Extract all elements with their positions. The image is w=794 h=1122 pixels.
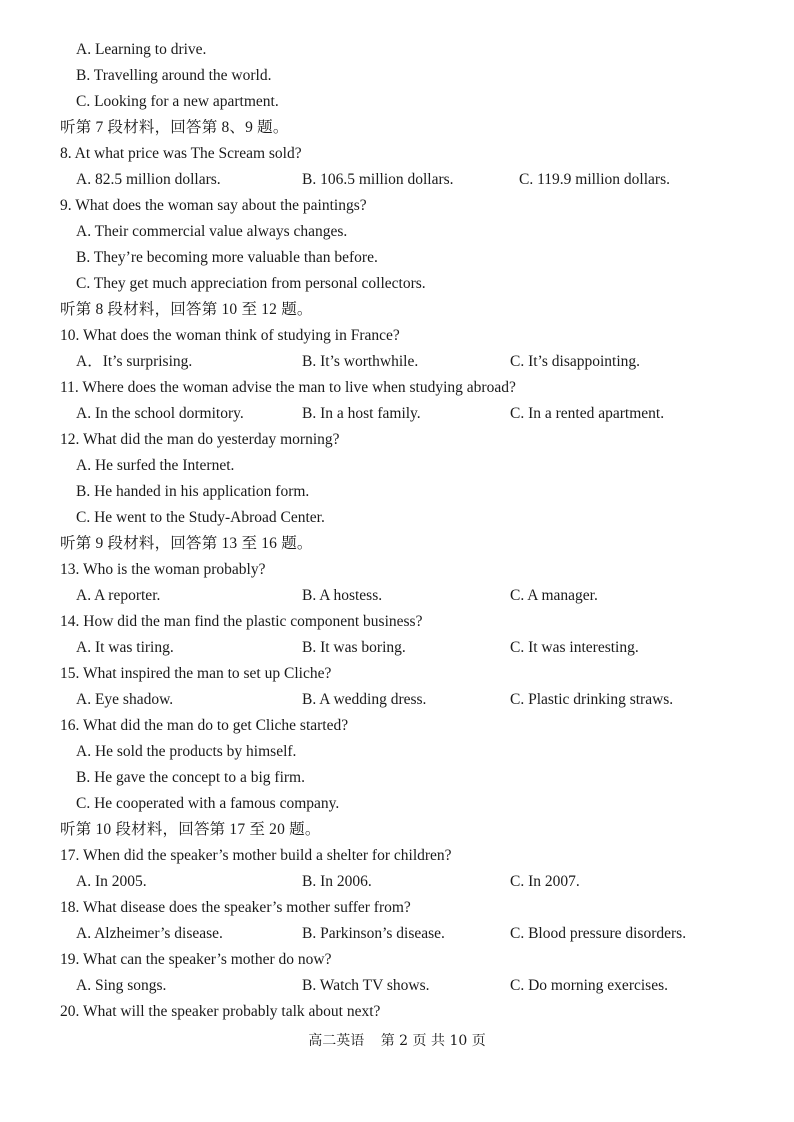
question-17-option-b: B. In 2006. — [302, 873, 372, 890]
question-13-option-c: C. A manager. — [510, 587, 598, 604]
question-16-option-c: C. He cooperated with a famous company. — [76, 795, 340, 812]
question-9-option-c: C. They get much appreciation from personal collectors. — [76, 275, 426, 292]
footer-page-number: 第 2 页 共 10 页 — [380, 1033, 486, 1049]
question-19: 19. What can the speaker’s mother do now? — [60, 951, 332, 968]
question-10-option-c: C. It’s disappointing. — [510, 353, 641, 370]
question-18-option-b: B. Parkinson’s disease. — [302, 925, 445, 942]
option-a: A. Learning to drive. — [76, 41, 207, 58]
question-15-option-c: C. Plastic drinking straws. — [510, 691, 674, 708]
question-17-option-a: A. In 2005. — [76, 873, 147, 890]
question-16-option-a: A. He sold the products by himself. — [76, 743, 297, 760]
question-11: 11. Where does the woman advise the man to live when studying abroad? — [60, 379, 516, 396]
footer-subject: 高二英语 — [308, 1033, 365, 1049]
question-12: 12. What did the man do yesterday morning? — [60, 431, 340, 448]
question-9: 9. What does the woman say about the paintings? — [60, 197, 367, 214]
question-20: 20. What will the speaker probably talk about next? — [60, 1003, 381, 1020]
page-footer — [0, 1031, 794, 1051]
question-16-option-b: B. He gave the concept to a big firm. — [76, 769, 305, 786]
question-9-option-b: B. They’re becoming more valuable than before. — [76, 249, 378, 266]
question-10: 10. What does the woman think of studying in France? — [60, 327, 400, 344]
question-16: 16. What did the man do to get Cliche started? — [60, 717, 349, 734]
question-8-option-b: B. 106.5 million dollars. — [302, 171, 454, 188]
question-8: 8. At what price was The Scream sold? — [60, 145, 302, 162]
question-8-option-c: C. 119.9 million dollars. — [519, 171, 670, 188]
question-13: 13. Who is the woman probably? — [60, 561, 266, 578]
section-heading-9: 听第 9 段材料，回答第 13 至 16 题。 — [60, 535, 313, 552]
question-13-option-a: A. A reporter. — [76, 587, 161, 604]
question-15-option-b: B. A wedding dress. — [302, 691, 427, 708]
question-9-option-a: A. Their commercial value always changes. — [76, 223, 348, 240]
section-heading-8: 听第 8 段材料，回答第 10 至 12 题。 — [60, 301, 313, 318]
question-13-option-b: B. A hostess. — [302, 587, 383, 604]
question-14-option-b: B. It was boring. — [302, 639, 406, 656]
question-10-option-b: B. It’s worthwhile. — [302, 353, 419, 370]
question-17: 17. When did the speaker’s mother build a shelter for children? — [60, 847, 452, 864]
question-15: 15. What inspired the man to set up Cliche? — [60, 665, 332, 682]
question-11-option-b: B. In a host family. — [302, 405, 421, 422]
question-19-option-c: C. Do morning exercises. — [510, 977, 668, 994]
section-heading-7: 听第 7 段材料，回答第 8、9 题。 — [60, 119, 289, 136]
question-11-option-a: A. In the school dormitory. — [76, 405, 244, 422]
question-12-option-b: B. He handed in his application form. — [76, 483, 310, 500]
question-19-option-a: A. Sing songs. — [76, 977, 167, 994]
option-b: B. Travelling around the world. — [76, 67, 272, 84]
question-12-option-c: C. He went to the Study-Abroad Center. — [76, 509, 325, 526]
question-14-option-a: A. It was tiring. — [76, 639, 174, 656]
question-11-option-c: C. In a rented apartment. — [510, 405, 665, 422]
question-10-option-a: A．It’s surprising. — [76, 353, 193, 370]
question-19-option-b: B. Watch TV shows. — [302, 977, 430, 994]
question-15-option-a: A. Eye shadow. — [76, 691, 174, 708]
question-18-option-c: C. Blood pressure disorders. — [510, 925, 687, 942]
question-14: 14. How did the man find the plastic component business? — [60, 613, 423, 630]
question-12-option-a: A. He surfed the Internet. — [76, 457, 235, 474]
question-18: 18. What disease does the speaker’s mother suffer from? — [60, 899, 411, 916]
section-heading-10: 听第 10 段材料，回答第 17 至 20 题。 — [60, 821, 321, 838]
question-18-option-a: A. Alzheimer’s disease. — [76, 925, 223, 942]
question-8-option-a: A. 82.5 million dollars. — [76, 171, 221, 188]
question-14-option-c: C. It was interesting. — [510, 639, 639, 656]
question-17-option-c: C. In 2007. — [510, 873, 580, 890]
option-c: C. Looking for a new apartment. — [76, 93, 279, 110]
